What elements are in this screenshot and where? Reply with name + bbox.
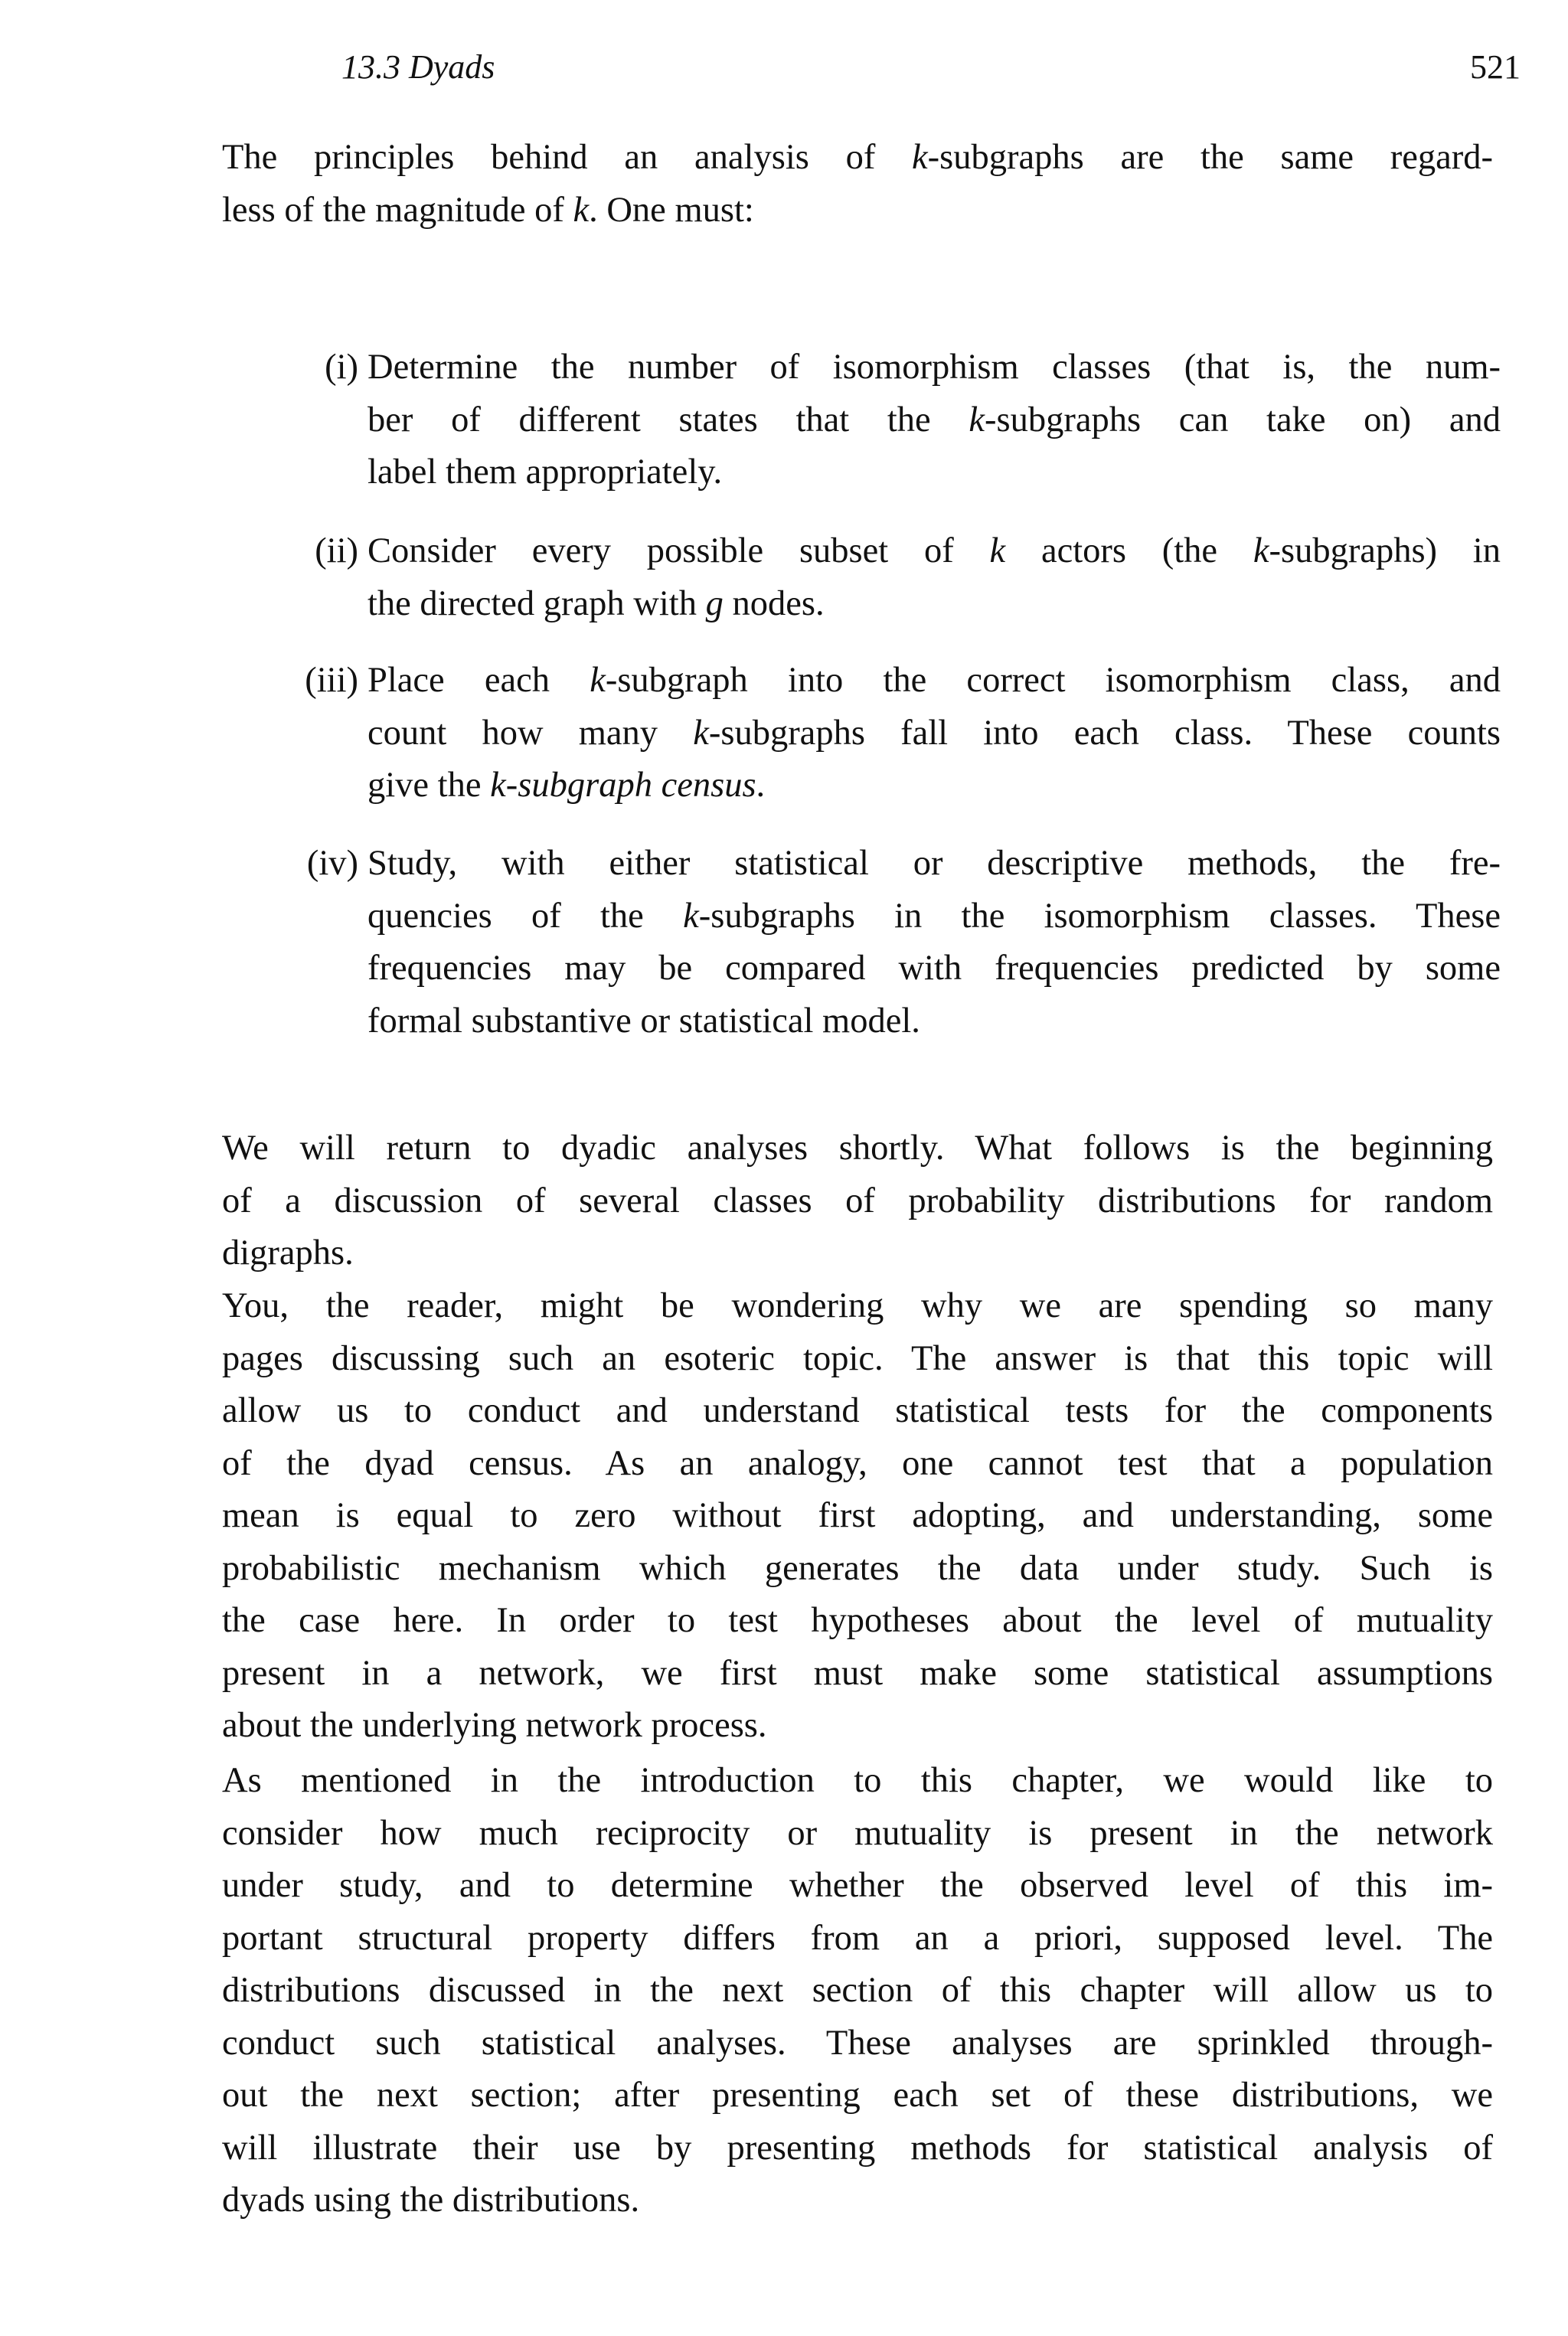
- section-title: 13.3 Dyads: [341, 48, 495, 86]
- text-line: distributions discussed in the next section of this chapter will allow us to: [222, 1971, 1493, 2010]
- text-line: about the underlying network process.: [222, 1706, 767, 1745]
- list-item-number: (iii): [305, 661, 358, 700]
- text-line: mean is equal to zero without first adopting, and understanding, some: [222, 1496, 1493, 1535]
- text-line: The principles behind an analysis of k-subgraphs are the same regard-: [222, 138, 1493, 177]
- text-line: Determine the number of isomorphism classes (that is, the num-: [368, 348, 1501, 387]
- list-item-number: (iv): [306, 844, 358, 883]
- body-paragraph: [222, 1122, 1493, 1280]
- text-line: You, the reader, might be wondering why we are spending so many: [222, 1286, 1493, 1325]
- text-line: under study, and to determine whether the observed level of this im-: [222, 1866, 1493, 1905]
- text-line: frequencies may be compared with frequencies predicted by some: [368, 949, 1501, 988]
- text-line: Consider every possible subset of k actors (the k-subgraphs) in: [368, 531, 1501, 570]
- list-item-text: [368, 525, 1501, 630]
- text-line: out the next section; after presenting each set of these distributions, we: [222, 2076, 1493, 2115]
- running-header: [341, 47, 1521, 101]
- text-line: will illustrate their use by presenting methods for statistical analysis of: [222, 2128, 1493, 2168]
- text-line: pages discussing such an esoteric topic. The answer is that this topic will: [222, 1338, 1493, 1378]
- intro-paragraph: [222, 132, 1493, 237]
- body-paragraph: [222, 1755, 1493, 2227]
- text-line: consider how much reciprocity or mutuality is present in the network: [222, 1813, 1493, 1853]
- text-line: present in a network, we first must make some statistical assumptions: [222, 1653, 1493, 1693]
- text-line: portant structural property differs from an a priori, supposed level. The: [222, 1918, 1493, 1958]
- text-line: formal substantive or statistical model.: [368, 1001, 920, 1041]
- text-line: As mentioned in the introduction to this chapter, we would like to: [222, 1761, 1493, 1800]
- text-line: give the k-subgraph census.: [368, 766, 766, 805]
- text-line: probabilistic mechanism which generates the data under study. Such is: [222, 1548, 1493, 1588]
- text-line: the directed graph with g nodes.: [368, 583, 825, 623]
- text-line: dyads using the distributions.: [222, 2181, 640, 2220]
- text-line: of a discussion of several classes of probability distributions for random: [222, 1181, 1493, 1220]
- page-number: 521: [1470, 48, 1521, 86]
- body-paragraph: [222, 1280, 1493, 1753]
- text-line: of the dyad census. As an analogy, one cannot test that a population: [222, 1443, 1493, 1483]
- text-line: count how many k-subgraphs fall into each class. These counts: [368, 713, 1501, 753]
- list-item-number: (i): [325, 348, 358, 387]
- text-line: the case here. In order to test hypotheses about the level of mutuality: [222, 1601, 1493, 1640]
- text-line: less of the magnitude of k. One must:: [222, 190, 754, 230]
- text-line: label them appropriately.: [368, 452, 723, 492]
- list-item-number: (ii): [315, 531, 358, 570]
- text-line: digraphs.: [222, 1233, 354, 1273]
- text-line: We will return to dyadic analyses shortly. What follows is the beginning: [222, 1129, 1493, 1168]
- text-line: Place each k-subgraph into the correct isomorphism class, and: [368, 661, 1501, 700]
- text-line: Study, with either statistical or descriptive methods, the fre-: [368, 844, 1501, 883]
- text-line: conduct such statistical analyses. These analyses are sprinkled through-: [222, 2023, 1493, 2063]
- list-item-text: [368, 655, 1501, 812]
- text-line: quencies of the k-subgraphs in the isomorphism classes. These: [368, 896, 1501, 936]
- list-item-text: [368, 341, 1501, 499]
- text-line: ber of different states that the k-subgraphs can take on) and: [368, 400, 1501, 439]
- list-item-text: [368, 838, 1501, 1047]
- text-line: allow us to conduct and understand statistical tests for the components: [222, 1391, 1493, 1430]
